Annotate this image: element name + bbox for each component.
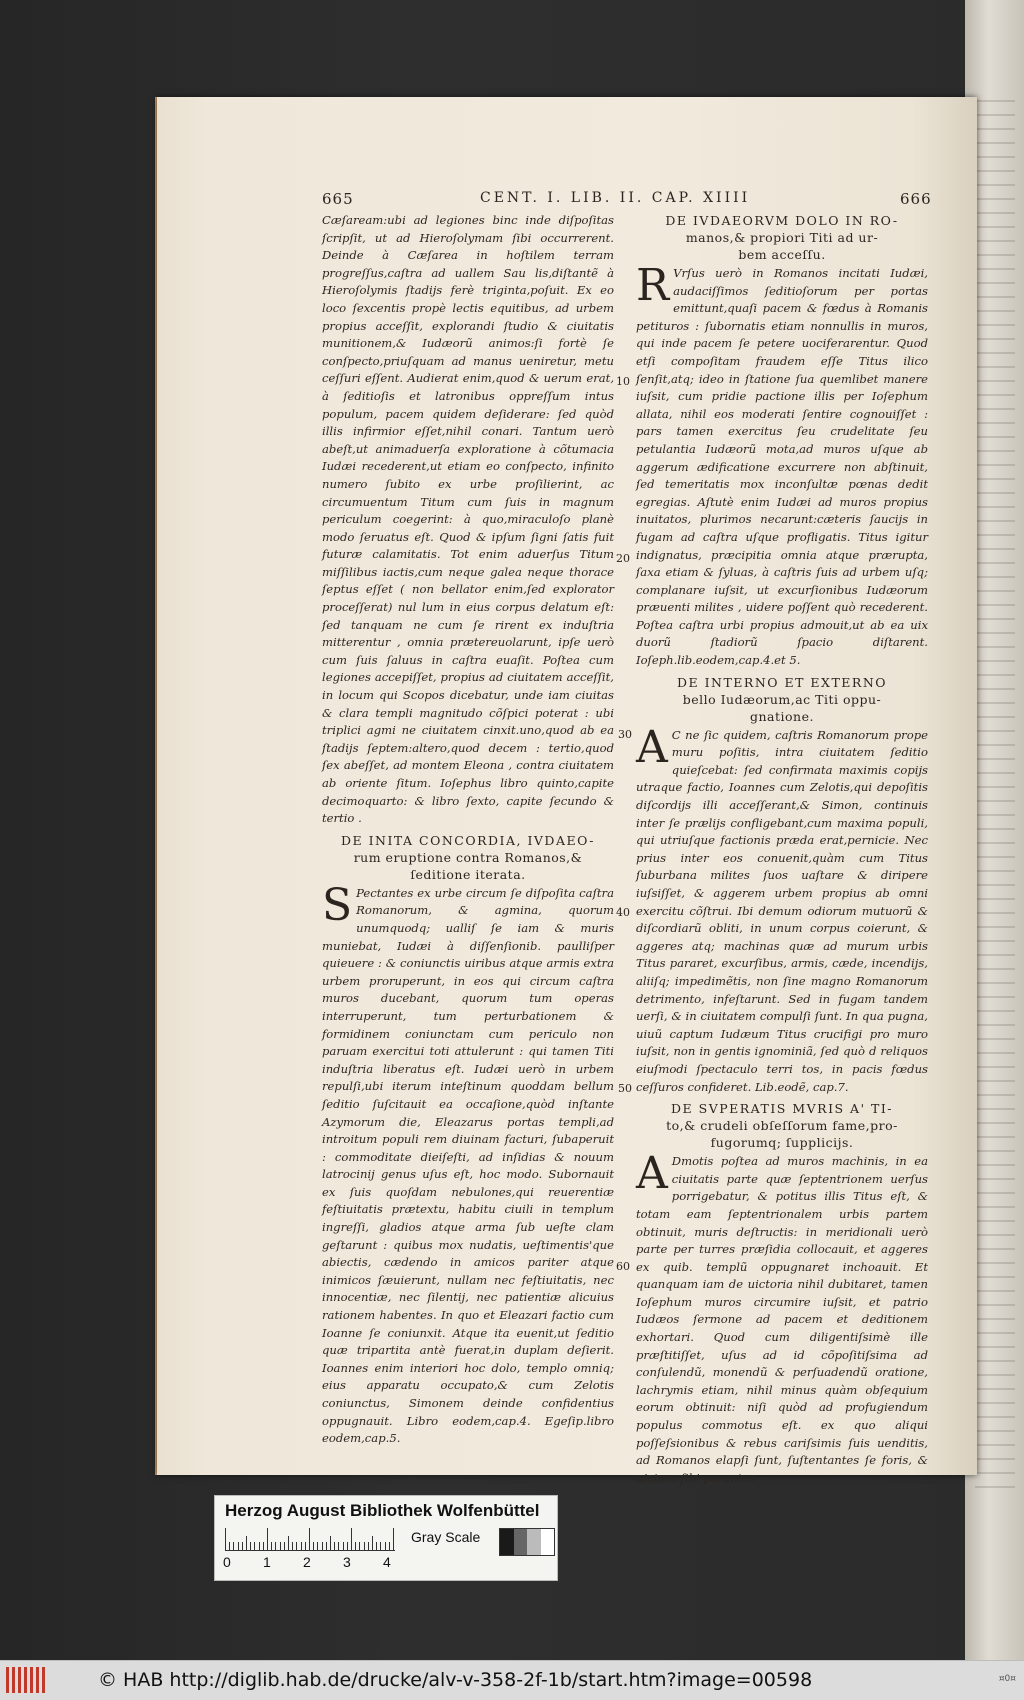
ruler-tick	[368, 1542, 369, 1550]
hab-logo-icon	[6, 1667, 46, 1693]
ruler-tick	[313, 1542, 314, 1550]
left-heading-2: DE INITA CONCORDIA, IVDAEO- rum eruptione contra Romanos,& ſeditione iterata.	[340, 832, 596, 882]
right-column	[636, 212, 928, 1487]
ruler-tick	[250, 1542, 251, 1550]
ruler-tick	[292, 1542, 293, 1550]
right-paragraph-1: R Vrſus uerò in Romanos incitati Iudæi, audaciſſimos ſeditioſorum per portas emittunt,quaſi pacem & fœdus à Romanis petituros : ſubornatis etiam nonnullis in muros, qui inde pacem ſe petere uociferarentur. Quod etſi compoſitam fraudem eſſe Titus ilico ſenſit,atq; ideo in ſtatione ſua quemlibet manere iuſsit, cum pridie pactione illis per Ioſephum allata, nihil eos moderati ſentire cognouiſſet : pars tamen exercitus ſeu crudelitate ſeu petulantia Iudæorũ mota,ad muros uſque ab aggerum ædificatione excurrere non abſtinuit, ſed temeritatis mox inconſultæ pœnas dedit egregias. Aſtutè enim Iudæi ad muros propius inuitatos, plurimos necarunt:cæteris ſaucijs in fugam ad caſtra uſque profligatis. Titus igitur indignatus, præcipitia omnia atque prærupta, ſaxa etiam & ſyluas, à caſtris ſuis ad urbem uſq; complanare iuſsit, ut excurſionibus Iudæorum præuenti milites , uidere poſſent quò recederent. Poſtea caſtra urbi propius admouit,ut ab ea uix duorũ ſtadiorũ ſpacio diſtarent. Ioſeph.lib.eodem,cap.4.et 5.	[636, 260, 928, 668]
left-paragraph-1: Cæſaream:ubi ad legiones binc inde diſpoſitas ſcripſit, ut ad Hieroſolymam ſibi occurrerent. Deinde à Cæſarea in hoſtilem terram progreſſus,caſtra ad uallem Sau lis,diſtantẽ à Hieroſolymis ſtadijs ferè triginta,poſuit. Ex eo loco ſexcentis propè lectis equitibus, ad urbem propius acceſſit, explorandi ſtudio & ciuitatis munitionem,& Iudæorũ animos:ſi fortè ſe conſpecto,priuſquam ad manus ueniretur, metu ceſſuri eſſent. Audierat enim,quod & uerum erat, à ſeditioſis et latronibus oppreſſum intus populum, pacem quidem deſiderare: ſed quòd illis infirmior eſſet,nihil conari. Tantum uerò abeſt,ut animaduerſa exploratione à cõtumacia Iudæi recederent,ut etiam eo conſpecto, infinito numero ſubito ex urbe proſilierint, ac circumuentum Titum cum ſuis in magnum periculum coegerint: à quo,miraculoſo planè modo ſeruatus eſt. Quod & ipſum ſigni ſatis fuit futuræ calamitatis. Tot enim aduerſus Titum miſſilibus iactis,cum neque galea neque thorace ſeptus eſſet ( non bellator enim,ſed explorator proceſſerat) nul lum in eius corpus delatum eſt: ſed tanquam ne cum ſe rirent ex induſtria mitterentur , omnia prætereuolarunt, ipſe uerò cum ſuis ſaluus in caſtra euaſit. Poſtea cum legiones accepiſſet, propius ad ciuitatem acceſſit, in locum qui Scopos dicebatur, unde iam ciuitas & clara templi magnitudo cõſpici poterat : ubi triplici agmi ne ciuitatem cinxit.uno,quod ab ea ſtadijs ſeptem:altero,quod decem : tertio,quod ſex abeſſet, ad montem Eleona , contra ciuitatem ab oriente ſitum. Ioſephus libro quinto,capite decimoquarto: & libro ſexto, capite ſecundo & tertio .	[322, 213, 614, 826]
footer-bar	[0, 1660, 1024, 1700]
ruler-tick	[322, 1542, 323, 1550]
citation-link[interactable]: © HAB http://diglib.hab.de/drucke/alv-v-358-2f-1b/start.htm?image=00598	[98, 1669, 813, 1691]
right-heading-3: DE SVPERATIS MVRIS A' TI- to,& crudeli obſeſſorum fame,pro- fugorumq; ſupplicijs.	[666, 1101, 898, 1151]
scale-number: 3	[343, 1554, 351, 1570]
ruler-tick	[385, 1542, 386, 1550]
left-paragraph-2: S Pectantes ex urbe circum ſe diſpoſita caſtra Romanorum, & agmina, quorum unumquodq; ualliſ ſe iam & muris muniebat, Iudæi à diſſenſionib. paulliſper quieuere : & coniunctis uiribus atque armis extra urbem proruperunt, in eos qui circum caſtra muros ducebant, quorum tum operas interruperunt, tum perturbationem & formidinem coniunctam cum periculo non paruam exercitui toti attulerunt : qui tamen Titi induſtria liberatus eſt. Iudæi uerò in urbem repulſi,ubi iterum inteſtinum quoddam bellum ſeditio ſuſcitauit ea occaſione,quòd inſtante Azymorum die, Eleazarus portas templi,ad introitum populi rem diuinam facturi, ſubaperuit : commoditate dieiſeſti, ad inſidias & nouum latrocinij genus uſus eſt, hoc modo. Subornauit ex ſuis quoſdam nebulones,qui reuerentiæ feſtiuitatis prætextu, habitu ciuili in templum ingreſſi, gladios atque arma ſub ueſte clam geſtarunt : quibus mox nudatis, ueſtimentis'que abiectis, cædendo in amicos pariter atque inimicos ſæuierunt, nullam nec feſtiuitatis, nec innocentiæ, nec ſilentij, nec patientiæ alicuius rationem habentes. In quo et Eleazari factio cum Ioanne ſe coniunxit. Atque ita euenit,ut ſeditio quæ tripartita antè fuerat,in duplam deſierit. Ioannes enim interiori hoc dolo, templo omniq; eius apparatu occupato,& cum Zelotis coniunctus, Simonem deinde confidentius oppugnauit. Libro eodem,cap.4. Egeſip.libro eodem,cap.5.	[322, 879, 614, 1446]
ruler-tick	[351, 1528, 352, 1550]
line-number: 30	[618, 728, 632, 741]
right-paragraph-2: A C ne ſic quidem, caſtris Romanorum prope muru poſitis, intra ciuitatem ſeditio quieſcebat: ſed confirmata maximis copijs utraque factio, Ioannes cum Zelotis,qui depoſitis diſcordijs illi acceſſerant,& Simon, continuis inter ſe prælijs confligebant,cum maxima populi, qui utriuſque factionis præda erat,pernicie. Nec prius inter eos conuenit,quàm cum Titus ſuburbana milites ſuos uaſtare & diripere iuſsiſſet, & aggerem urbem propius ab omni exercitu cõſtrui. Ibi demum odiorum mutuorũ & diſcordiarũ obliti, in unum corpus coierunt, & aggeres atq; machinas quæ ad murum urbis Titus pararet, excurſibus, armis, cæde, incendijs, aliiſq; impedimẽtis, non ſine magno Romanorum detrimento, infeſtarunt. Sed in fugam tandem uerſi, & in ciuitatem compulſi ſunt. In qua pugna, uiuũ captum Iudæum Titus crucifigi pro muro iuſsit, non in gentis ignominiã, ſed quò d reliquos eiuſmodi ſpectaculo terri tos, in pacis fœdus ceſſuros confideret. Lib.eodẽ, cap.7.	[636, 721, 928, 1094]
ruler-tick	[355, 1542, 356, 1550]
ruler-tick	[275, 1542, 276, 1550]
ruler-tick	[359, 1542, 360, 1550]
color-calibration-card	[214, 1495, 558, 1581]
line-number: 20	[616, 552, 630, 565]
dropcap: A	[636, 721, 668, 773]
ruler-tick	[271, 1542, 272, 1550]
ruler-tick	[296, 1542, 297, 1550]
ruler-tick	[393, 1528, 394, 1550]
line-number: 10	[616, 375, 630, 388]
ruler-tick	[225, 1528, 226, 1550]
ruler-tick	[229, 1542, 230, 1550]
ruler-tick	[343, 1542, 344, 1550]
ruler-tick	[242, 1542, 243, 1550]
ruler-tick	[305, 1542, 306, 1550]
ruler-tick	[376, 1542, 377, 1550]
right-heading-1: DE IVDAEORVM DOLO IN RO- manos,& propiori Titi ad ur- bem acceſſu.	[665, 213, 899, 262]
right-page-number: 666	[900, 190, 932, 208]
scale-number: 1	[263, 1554, 271, 1570]
ruler-tick	[263, 1542, 264, 1550]
ruler-tick	[364, 1542, 365, 1550]
ruler-tick	[254, 1542, 255, 1550]
ruler-tick	[338, 1542, 339, 1550]
right-paragraph-3: A Dmotis poſtea ad muros machinis, in ea ciuitatis parte quæ ſeptentrionem uerſus porrigebatur, & potitus illis Titus eſt, & totam eam ſeptentrionalem urbis partem obtinuit, muris deſtructis: in meridionali uerò parte per turres præſidia collocauit, et aggeres ex quib. templũ oppugnaret inchoauit. Et quanquam iam de uictoria nihil dubitaret, tamen Ioſephum muros circumire iuſsit, et patrio Iudæos ſermone ad pacem et deditionem exhortari. Quod cum diligentiſsimè ille præſtitiſſet, uſus ad id cõpoſitiſsima ad conſulendũ, monendũ & perſuadendũ oratione, lachrymis etiam, nihil minus quàm obſequium eorum obtinuit: niſi quòd ad profugiendum populus commotus eſt. ex quo aliqui poſſeſsionibus & rebus cariſsimis ſuis uenditis, ad Romanos elapſi ſunt, ſuſtentantes ſe foris, & uictum ſibi parantes	[636, 1148, 928, 1485]
ruler-tick	[280, 1542, 281, 1550]
dropcap: R	[636, 260, 670, 311]
dropcap: A	[636, 1148, 668, 1200]
right-heading-2: DE INTERNO ET EXTERNO bello Iudæorum,ac Titi oppu- gnatione.	[676, 674, 888, 724]
ruler-tick	[330, 1536, 331, 1550]
ruler-tick	[317, 1542, 318, 1550]
ruler-tick	[389, 1542, 390, 1550]
ruler-tick	[334, 1542, 335, 1550]
library-name: Herzog August Bibliothek Wolfenbüttel	[225, 1501, 540, 1520]
gray-scale-label: Gray Scale	[411, 1529, 481, 1545]
ruler-tick	[326, 1542, 327, 1550]
left-page-number: 665	[322, 190, 354, 208]
scale-number: 2	[303, 1554, 311, 1570]
ruler-tick	[288, 1536, 289, 1550]
scale-ruler	[225, 1528, 395, 1551]
ruler-tick	[259, 1542, 260, 1550]
ruler-tick	[372, 1536, 373, 1550]
ruler-tick	[347, 1542, 348, 1550]
ruler-tick	[284, 1542, 285, 1550]
line-number: 50	[618, 1082, 632, 1095]
ruler-tick	[246, 1536, 247, 1550]
running-title: CENT. I. LIB. II. CAP. XIIII	[480, 190, 751, 206]
line-number: 40	[616, 906, 630, 919]
ruler-tick	[238, 1542, 239, 1550]
ruler-tick	[301, 1542, 302, 1550]
left-column	[322, 212, 614, 1448]
ruler-tick	[380, 1542, 381, 1550]
scale-number: 4	[383, 1554, 391, 1570]
ruler-tick	[267, 1528, 268, 1550]
ruler-tick	[233, 1542, 234, 1550]
line-number: 60	[616, 1260, 630, 1273]
ruler-tick	[309, 1528, 310, 1550]
dropcap: S	[322, 879, 353, 931]
gray-scale-chips	[499, 1528, 555, 1556]
scale-number: 0	[223, 1554, 231, 1570]
page-mark: ¤0¤	[998, 1674, 1016, 1684]
